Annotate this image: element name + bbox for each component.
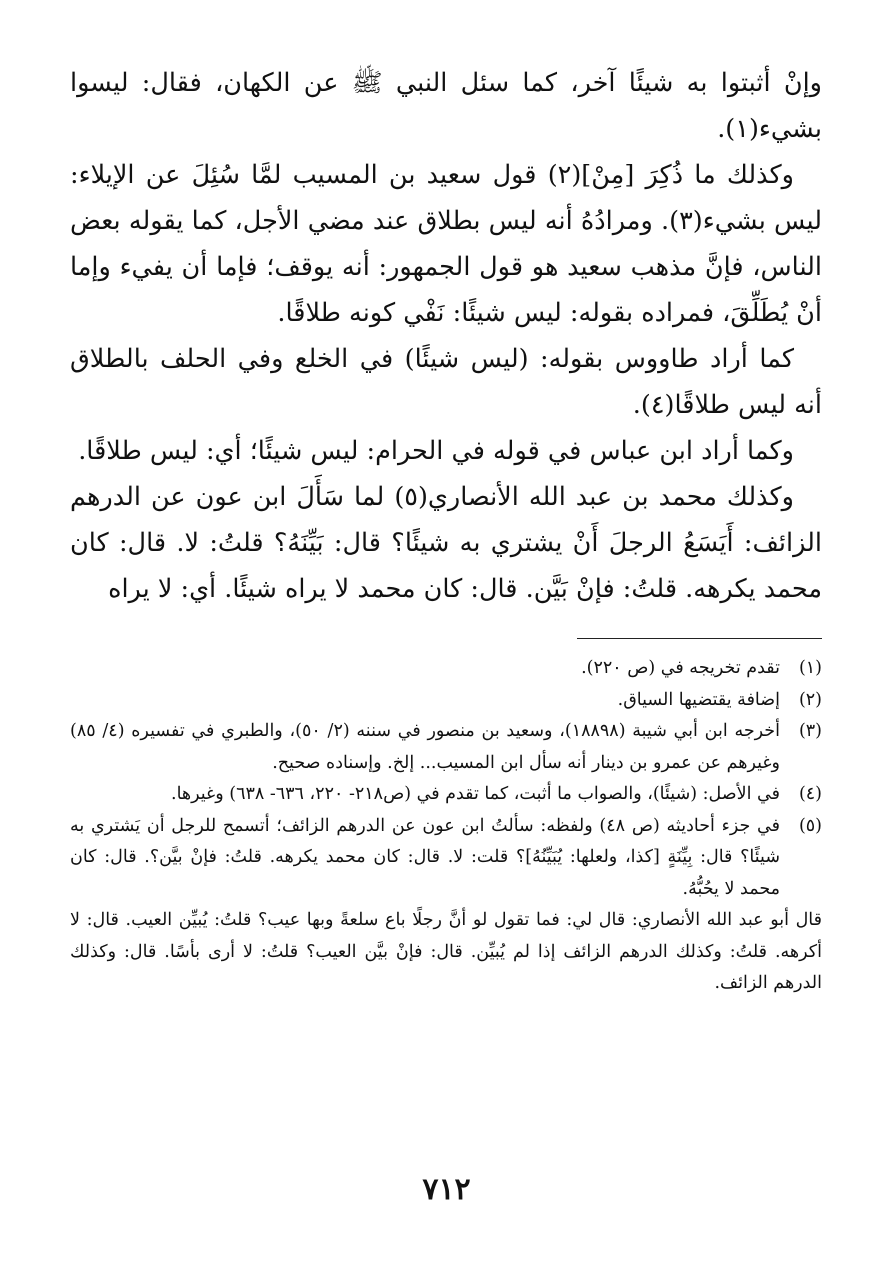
footnote-number: (٣) xyxy=(798,721,822,741)
footnote-number: (٢) xyxy=(798,689,822,710)
main-paragraph: وإنْ أثبتوا به شيئًا آخر، كما سئل النبي ﷺ عن الكهان، فقال: ليسوا بشيء(١). xyxy=(70,68,822,144)
footnote xyxy=(70,653,822,685)
footnote-text xyxy=(70,685,780,717)
footnote-number: (٥) xyxy=(798,815,822,836)
footnote xyxy=(70,811,822,906)
footnote-paragraph: أخرجه ابن أبي شيبة (١٨٨٩٨)، وسعيد بن منصور في سننه (٢/ ٥٠)، والطبري في تفسيره (٤/ ٨٥) وغيرهم عن عمرو بن دينار أنه سأل ابن المسيب... إلخ. وإسناده صحيح. xyxy=(70,721,780,773)
main-paragraph: كما أراد طاووس بقوله: (ليس شيئًا) في الخلع وفي الحلف بالطلاق أنه ليس طلاقًا(٤). xyxy=(70,344,822,420)
footnote-continuation: قال أبو عبد الله الأنصاري: قال لي: فما تقول لو أنَّ رجلًا باع سلعةً وبها عيب؟ قلتُ: يُبيِّن العيب. قال: لا أكرهه. قلتُ: وكذلك الدرهم الزائف إذا لم يُبيِّن. قال: فإنْ بيَّن العيب؟ قلتُ: لا أرى بأسًا. قال: وكذلك الدرهم الزائف. xyxy=(70,910,822,993)
footnote xyxy=(70,716,822,779)
footnote-number: (١) xyxy=(798,658,822,678)
main-paragraph: وكذلك ما ذُكِرَ [مِنْ](٢) قول سعيد بن المسيب لمَّا سُئِلَ عن الإيلاء: ليس بشيء(٣). ومرادُهُ أنه ليس بطلاق عند مضي الأجل، كما يقوله بعض الناس، فإنَّ مذهب سعيد هو قول الجمهور: أنه يوقف؛ فإما أن يفيء وإما أنْ يُطَلِّقَ، فمراده بقوله: ليس شيئًا: نَفْي كونه طلاقًا. xyxy=(70,160,822,328)
footnote-separator xyxy=(577,638,822,639)
footnotes xyxy=(70,653,822,1000)
main-paragraph: وكما أراد ابن عباس في قوله في الحرام: ليس شيئًا؛ أي: ليس طلاقًا. xyxy=(78,436,794,466)
footnote-paragraph: في جزء أحاديثه (ص ٤٨) ولفظه: سألتُ ابن عون عن الدرهم الزائف؛ أتسمح للرجل أن يَشتري به شيئًا؟ قال: بِيِّنَةٍ [كذا، ولعلها: يُبَيِّنُهُ]؟ قلت: لا. قال: كان محمد يكرهه. قلتُ: فإنْ بيَّن؟. قال: كان محمد لا يحُبُّهُ. xyxy=(70,815,781,899)
footnote xyxy=(70,685,822,717)
page-number: ٧١٢ xyxy=(422,1172,471,1207)
main-paragraph: وكذلك محمد بن عبد الله الأنصاري(٥) لما سَأَلَ ابن عون عن الدرهم الزائف: أَيَسَعُ الرجلَ أَنْ يشتري به شيئًا؟ قال: بَيِّنَهُ؟ قلتُ: لا. قال: كان محمد يكرهه. قلتُ: فإنْ بَيَّن. قال: كان محمد لا يراه شيئًا. أي: لا يراه xyxy=(70,482,822,604)
footnote-paragraph: في الأصل: (شيئًا)، والصواب ما أثبت، كما تقدم في (ص٢١٨- ٢٢٠، ٦٣٦- ٦٣٨) وغيرها. xyxy=(171,784,780,804)
footnote xyxy=(70,779,822,811)
footnote-text xyxy=(70,779,780,811)
footnote-paragraph: إضافة يقتضيها السياق. xyxy=(617,689,780,710)
main-text xyxy=(70,60,822,612)
footnote-paragraph: تقدم تخريجه في (ص ٢٢٠). xyxy=(581,658,780,678)
footnote-text xyxy=(70,716,780,779)
page-content xyxy=(70,60,822,1000)
footnote-number: (٤) xyxy=(798,784,822,804)
footnote-text xyxy=(70,653,780,685)
footnote-text xyxy=(70,811,780,906)
